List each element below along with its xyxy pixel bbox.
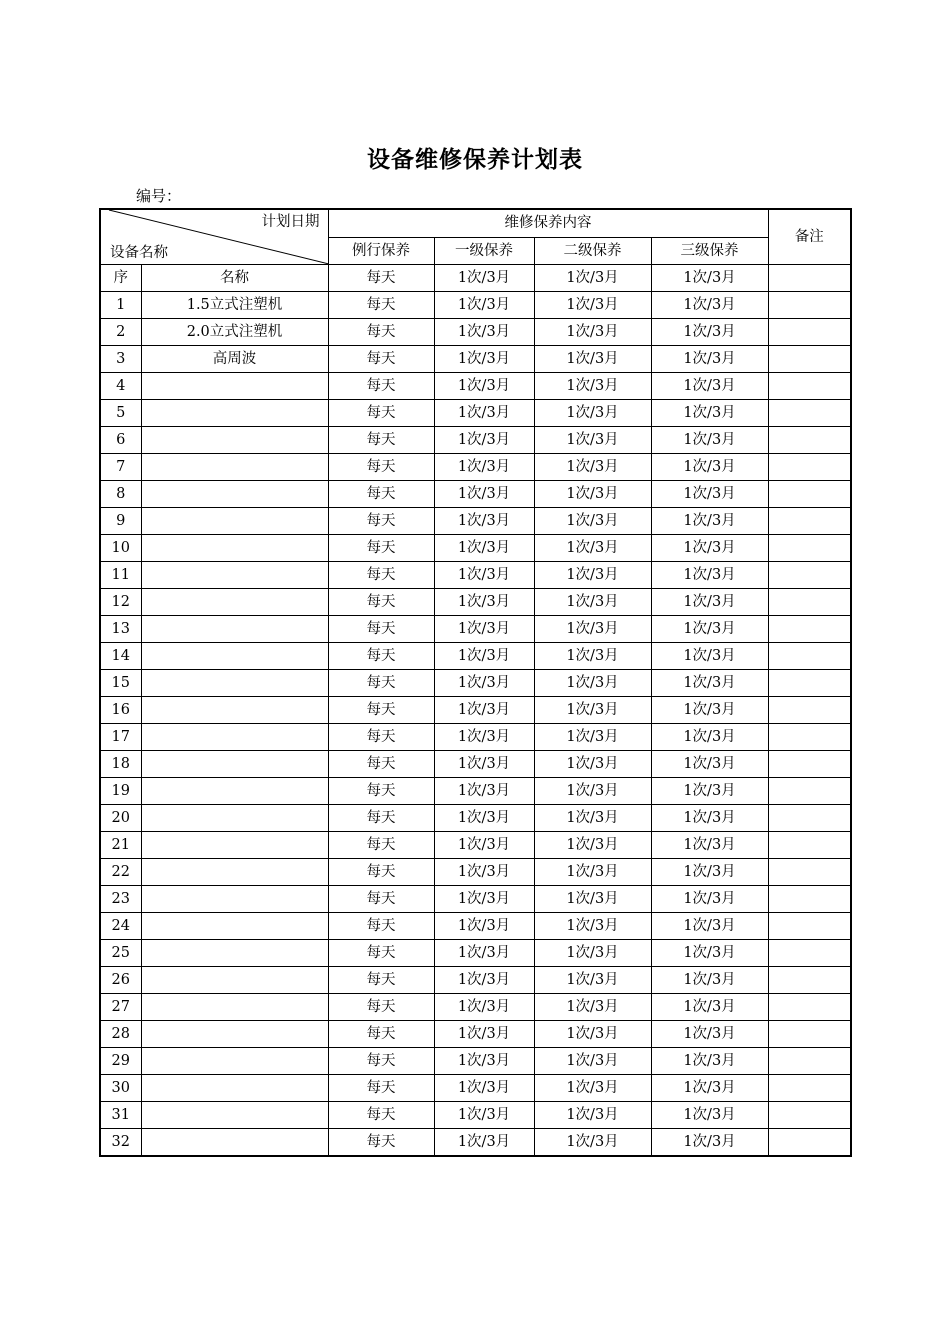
level2-maintenance-cell: 1次/3月 <box>534 319 651 346</box>
level3-maintenance-cell: 1次/3月 <box>651 886 768 913</box>
table-row <box>100 481 851 508</box>
equipment-name-cell <box>141 697 328 724</box>
equipment-name-cell <box>141 832 328 859</box>
equipment-name-cell <box>141 805 328 832</box>
level1-maintenance-cell: 1次/3月 <box>434 400 534 427</box>
row-number-cell: 28 <box>100 1021 141 1048</box>
table-row <box>100 832 851 859</box>
remark-cell <box>768 454 851 481</box>
level2-maintenance-cell: 1次/3月 <box>534 373 651 400</box>
level3-maintenance-cell: 1次/3月 <box>651 967 768 994</box>
level3-maintenance-cell: 1次/3月 <box>651 481 768 508</box>
row-number-cell: 32 <box>100 1129 141 1157</box>
row-number-cell: 20 <box>100 805 141 832</box>
row-number-cell: 11 <box>100 562 141 589</box>
row-number-cell: 14 <box>100 643 141 670</box>
row-number-cell: 1 <box>100 292 141 319</box>
name-header: 名称 <box>141 265 328 292</box>
level1-maintenance-cell: 1次/3月 <box>434 643 534 670</box>
level2-maintenance-cell: 1次/3月 <box>534 778 651 805</box>
table-row <box>100 751 851 778</box>
level2-maintenance-cell: 1次/3月 <box>534 643 651 670</box>
row-number-cell: 30 <box>100 1075 141 1102</box>
row-number-cell: 31 <box>100 1102 141 1129</box>
row-number-cell: 7 <box>100 454 141 481</box>
level1-maintenance-cell: 1次/3月 <box>434 913 534 940</box>
remark-cell <box>768 373 851 400</box>
level1-maintenance-cell: 1次/3月 <box>434 1048 534 1075</box>
table-row <box>100 589 851 616</box>
table-row <box>100 454 851 481</box>
table-row <box>100 616 851 643</box>
header-row-3 <box>100 265 851 292</box>
daily-frequency: 每天 <box>328 265 434 292</box>
level3-maintenance-header: 三级保养 <box>651 237 768 265</box>
routine-maintenance-cell: 每天 <box>328 805 434 832</box>
level2-maintenance-cell: 1次/3月 <box>534 1129 651 1157</box>
level1-maintenance-cell: 1次/3月 <box>434 697 534 724</box>
level1-maintenance-cell: 1次/3月 <box>434 832 534 859</box>
routine-maintenance-cell: 每天 <box>328 643 434 670</box>
code-label: 编号： <box>136 187 182 205</box>
level1-maintenance-cell: 1次/3月 <box>434 589 534 616</box>
level3-maintenance-cell: 1次/3月 <box>651 292 768 319</box>
level3-maintenance-cell: 1次/3月 <box>651 508 768 535</box>
table-row <box>100 535 851 562</box>
level3-maintenance-cell: 1次/3月 <box>651 1102 768 1129</box>
no-header: 序 <box>100 265 141 292</box>
row-number-cell: 23 <box>100 886 141 913</box>
level2-maintenance-cell: 1次/3月 <box>534 427 651 454</box>
level3-maintenance-cell: 1次/3月 <box>651 697 768 724</box>
routine-maintenance-cell: 每天 <box>328 400 434 427</box>
routine-maintenance-cell: 每天 <box>328 319 434 346</box>
level2-maintenance-cell: 1次/3月 <box>534 1048 651 1075</box>
level2-maintenance-header: 二级保养 <box>534 237 651 265</box>
level2-maintenance-cell: 1次/3月 <box>534 751 651 778</box>
routine-maintenance-cell: 每天 <box>328 1048 434 1075</box>
table-row <box>100 967 851 994</box>
remark-cell <box>768 400 851 427</box>
routine-maintenance-cell: 每天 <box>328 535 434 562</box>
equipment-name-cell <box>141 616 328 643</box>
level3-maintenance-cell: 1次/3月 <box>651 1021 768 1048</box>
routine-maintenance-cell: 每天 <box>328 481 434 508</box>
level3-maintenance-cell: 1次/3月 <box>651 319 768 346</box>
level2-maintenance-cell: 1次/3月 <box>534 508 651 535</box>
equipment-name-cell <box>141 724 328 751</box>
level3-maintenance-cell: 1次/3月 <box>651 643 768 670</box>
level1-maintenance-cell: 1次/3月 <box>434 886 534 913</box>
diagonal-header-cell <box>100 209 328 265</box>
level1-maintenance-cell: 1次/3月 <box>434 805 534 832</box>
table-row <box>100 778 851 805</box>
routine-maintenance-cell: 每天 <box>328 670 434 697</box>
remark-cell <box>768 832 851 859</box>
equipment-name-label: 设备名称 <box>110 245 168 261</box>
routine-maintenance-cell: 每天 <box>328 346 434 373</box>
level1-maintenance-cell: 1次/3月 <box>434 616 534 643</box>
level3-frequency: 1次/3月 <box>651 265 768 292</box>
table-row <box>100 913 851 940</box>
equipment-name-cell <box>141 508 328 535</box>
table-row <box>100 724 851 751</box>
level1-maintenance-cell: 1次/3月 <box>434 373 534 400</box>
equipment-name-cell <box>141 454 328 481</box>
level3-maintenance-cell: 1次/3月 <box>651 454 768 481</box>
remark-cell <box>768 1021 851 1048</box>
row-number-cell: 2 <box>100 319 141 346</box>
remark-cell <box>768 1102 851 1129</box>
level2-maintenance-cell: 1次/3月 <box>534 535 651 562</box>
table-row <box>100 319 851 346</box>
level2-maintenance-cell: 1次/3月 <box>534 994 651 1021</box>
equipment-name-cell <box>141 1048 328 1075</box>
routine-maintenance-cell: 每天 <box>328 454 434 481</box>
remark-cell <box>768 1048 851 1075</box>
row-number-cell: 5 <box>100 400 141 427</box>
routine-maintenance-cell: 每天 <box>328 616 434 643</box>
table-row <box>100 346 851 373</box>
table-row <box>100 859 851 886</box>
level2-maintenance-cell: 1次/3月 <box>534 1102 651 1129</box>
routine-maintenance-cell: 每天 <box>328 778 434 805</box>
remark-cell <box>768 589 851 616</box>
equipment-name-cell <box>141 373 328 400</box>
level1-frequency: 1次/3月 <box>434 265 534 292</box>
table-row <box>100 886 851 913</box>
remark-cell <box>768 616 851 643</box>
row-number-cell: 17 <box>100 724 141 751</box>
row-number-cell: 13 <box>100 616 141 643</box>
equipment-name-cell <box>141 751 328 778</box>
page-title: 设备维修保养计划表 <box>367 147 583 173</box>
level3-maintenance-cell: 1次/3月 <box>651 913 768 940</box>
table-row <box>100 940 851 967</box>
level1-maintenance-cell: 1次/3月 <box>434 1021 534 1048</box>
level3-maintenance-cell: 1次/3月 <box>651 562 768 589</box>
level1-maintenance-cell: 1次/3月 <box>434 859 534 886</box>
row-number-cell: 25 <box>100 940 141 967</box>
remark-cell <box>768 805 851 832</box>
remark-cell <box>768 859 851 886</box>
row-number-cell: 24 <box>100 913 141 940</box>
row-number-cell: 18 <box>100 751 141 778</box>
level3-maintenance-cell: 1次/3月 <box>651 859 768 886</box>
table-row <box>100 562 851 589</box>
remark-cell <box>768 670 851 697</box>
remark-cell <box>768 940 851 967</box>
level3-maintenance-cell: 1次/3月 <box>651 427 768 454</box>
remark-cell <box>768 319 851 346</box>
table-row <box>100 643 851 670</box>
level1-maintenance-cell: 1次/3月 <box>434 994 534 1021</box>
remark-cell <box>768 643 851 670</box>
table-row <box>100 1075 851 1102</box>
equipment-name-cell <box>141 913 328 940</box>
level1-maintenance-cell: 1次/3月 <box>434 292 534 319</box>
table-row <box>100 1048 851 1075</box>
routine-maintenance-cell: 每天 <box>328 589 434 616</box>
remark-cell <box>768 427 851 454</box>
table-row <box>100 697 851 724</box>
remark-cell <box>768 751 851 778</box>
level3-maintenance-cell: 1次/3月 <box>651 373 768 400</box>
equipment-name-cell <box>141 940 328 967</box>
routine-maintenance-header: 例行保养 <box>328 237 434 265</box>
table-row <box>100 292 851 319</box>
row-number-cell: 4 <box>100 373 141 400</box>
level1-maintenance-cell: 1次/3月 <box>434 427 534 454</box>
level2-maintenance-cell: 1次/3月 <box>534 589 651 616</box>
equipment-name-cell <box>141 778 328 805</box>
row-number-cell: 3 <box>100 346 141 373</box>
row-number-cell: 21 <box>100 832 141 859</box>
maintenance-plan-table <box>99 208 852 1157</box>
remark-cell <box>768 913 851 940</box>
routine-maintenance-cell: 每天 <box>328 940 434 967</box>
equipment-name-cell: 1.5立式注塑机 <box>141 292 328 319</box>
level1-maintenance-cell: 1次/3月 <box>434 319 534 346</box>
level3-maintenance-cell: 1次/3月 <box>651 724 768 751</box>
remarks-cell <box>768 265 851 292</box>
level3-maintenance-cell: 1次/3月 <box>651 994 768 1021</box>
equipment-name-cell <box>141 1075 328 1102</box>
level2-maintenance-cell: 1次/3月 <box>534 562 651 589</box>
table-row <box>100 373 851 400</box>
level1-maintenance-cell: 1次/3月 <box>434 346 534 373</box>
row-number-cell: 19 <box>100 778 141 805</box>
level2-maintenance-cell: 1次/3月 <box>534 832 651 859</box>
level3-maintenance-cell: 1次/3月 <box>651 346 768 373</box>
row-number-cell: 27 <box>100 994 141 1021</box>
level2-maintenance-cell: 1次/3月 <box>534 616 651 643</box>
table-row <box>100 400 851 427</box>
remark-cell <box>768 535 851 562</box>
remark-cell <box>768 967 851 994</box>
level3-maintenance-cell: 1次/3月 <box>651 778 768 805</box>
table-row <box>100 805 851 832</box>
level3-maintenance-cell: 1次/3月 <box>651 535 768 562</box>
routine-maintenance-cell: 每天 <box>328 994 434 1021</box>
level2-maintenance-cell: 1次/3月 <box>534 400 651 427</box>
level1-maintenance-cell: 1次/3月 <box>434 535 534 562</box>
remark-cell <box>768 697 851 724</box>
level2-maintenance-cell: 1次/3月 <box>534 805 651 832</box>
row-number-cell: 10 <box>100 535 141 562</box>
equipment-name-cell <box>141 1021 328 1048</box>
equipment-name-cell <box>141 562 328 589</box>
routine-maintenance-cell: 每天 <box>328 373 434 400</box>
level3-maintenance-cell: 1次/3月 <box>651 751 768 778</box>
routine-maintenance-cell: 每天 <box>328 427 434 454</box>
remark-cell <box>768 508 851 535</box>
table-row <box>100 427 851 454</box>
level2-maintenance-cell: 1次/3月 <box>534 913 651 940</box>
level1-maintenance-cell: 1次/3月 <box>434 481 534 508</box>
routine-maintenance-cell: 每天 <box>328 562 434 589</box>
row-number-cell: 26 <box>100 967 141 994</box>
level1-maintenance-cell: 1次/3月 <box>434 1102 534 1129</box>
level3-maintenance-cell: 1次/3月 <box>651 805 768 832</box>
remark-cell <box>768 292 851 319</box>
table-row <box>100 1021 851 1048</box>
level2-maintenance-cell: 1次/3月 <box>534 1021 651 1048</box>
level2-maintenance-cell: 1次/3月 <box>534 697 651 724</box>
level1-maintenance-cell: 1次/3月 <box>434 508 534 535</box>
remark-cell <box>768 778 851 805</box>
level2-maintenance-cell: 1次/3月 <box>534 940 651 967</box>
row-number-cell: 9 <box>100 508 141 535</box>
routine-maintenance-cell: 每天 <box>328 1102 434 1129</box>
plan-date-label: 计划日期 <box>261 214 320 230</box>
routine-maintenance-cell: 每天 <box>328 724 434 751</box>
routine-maintenance-cell: 每天 <box>328 832 434 859</box>
equipment-name-cell <box>141 400 328 427</box>
level1-maintenance-cell: 1次/3月 <box>434 1129 534 1157</box>
level1-maintenance-cell: 1次/3月 <box>434 454 534 481</box>
remark-cell <box>768 994 851 1021</box>
remark-cell <box>768 724 851 751</box>
level3-maintenance-cell: 1次/3月 <box>651 670 768 697</box>
remark-cell <box>768 562 851 589</box>
routine-maintenance-cell: 每天 <box>328 508 434 535</box>
level2-maintenance-cell: 1次/3月 <box>534 292 651 319</box>
level2-maintenance-cell: 1次/3月 <box>534 859 651 886</box>
routine-maintenance-cell: 每天 <box>328 1075 434 1102</box>
level1-maintenance-cell: 1次/3月 <box>434 967 534 994</box>
level2-maintenance-cell: 1次/3月 <box>534 886 651 913</box>
routine-maintenance-cell: 每天 <box>328 886 434 913</box>
level1-maintenance-cell: 1次/3月 <box>434 940 534 967</box>
level3-maintenance-cell: 1次/3月 <box>651 616 768 643</box>
routine-maintenance-cell: 每天 <box>328 697 434 724</box>
equipment-name-cell <box>141 886 328 913</box>
row-number-cell: 29 <box>100 1048 141 1075</box>
table-row <box>100 670 851 697</box>
level1-maintenance-cell: 1次/3月 <box>434 751 534 778</box>
table-row <box>100 508 851 535</box>
equipment-name-cell <box>141 994 328 1021</box>
equipment-name-cell <box>141 1129 328 1157</box>
table-row <box>100 1129 851 1157</box>
level2-maintenance-cell: 1次/3月 <box>534 1075 651 1102</box>
table-row <box>100 1102 851 1129</box>
level1-maintenance-cell: 1次/3月 <box>434 778 534 805</box>
level1-maintenance-header: 一级保养 <box>434 237 534 265</box>
equipment-name-cell <box>141 481 328 508</box>
level3-maintenance-cell: 1次/3月 <box>651 589 768 616</box>
table-row <box>100 994 851 1021</box>
routine-maintenance-cell: 每天 <box>328 967 434 994</box>
equipment-name-cell <box>141 1102 328 1129</box>
equipment-name-cell <box>141 535 328 562</box>
level2-maintenance-cell: 1次/3月 <box>534 481 651 508</box>
equipment-name-cell <box>141 967 328 994</box>
routine-maintenance-cell: 每天 <box>328 913 434 940</box>
equipment-name-cell <box>141 427 328 454</box>
level3-maintenance-cell: 1次/3月 <box>651 1075 768 1102</box>
level2-maintenance-cell: 1次/3月 <box>534 724 651 751</box>
routine-maintenance-cell: 每天 <box>328 859 434 886</box>
level1-maintenance-cell: 1次/3月 <box>434 562 534 589</box>
level3-maintenance-cell: 1次/3月 <box>651 1129 768 1157</box>
maintenance-content-header: 维修保养内容 <box>328 209 768 237</box>
level2-maintenance-cell: 1次/3月 <box>534 454 651 481</box>
level1-maintenance-cell: 1次/3月 <box>434 1075 534 1102</box>
equipment-name-cell <box>141 670 328 697</box>
level3-maintenance-cell: 1次/3月 <box>651 400 768 427</box>
remark-cell <box>768 1129 851 1157</box>
level1-maintenance-cell: 1次/3月 <box>434 724 534 751</box>
routine-maintenance-cell: 每天 <box>328 292 434 319</box>
level2-maintenance-cell: 1次/3月 <box>534 346 651 373</box>
remark-cell <box>768 346 851 373</box>
level3-maintenance-cell: 1次/3月 <box>651 940 768 967</box>
routine-maintenance-cell: 每天 <box>328 1129 434 1157</box>
level1-maintenance-cell: 1次/3月 <box>434 670 534 697</box>
equipment-name-cell <box>141 859 328 886</box>
row-number-cell: 15 <box>100 670 141 697</box>
remark-cell <box>768 1075 851 1102</box>
equipment-name-cell <box>141 589 328 616</box>
row-number-cell: 22 <box>100 859 141 886</box>
level3-maintenance-cell: 1次/3月 <box>651 832 768 859</box>
remark-cell <box>768 886 851 913</box>
remarks-header: 备注 <box>768 209 851 265</box>
equipment-name-cell: 2.0立式注塑机 <box>141 319 328 346</box>
level2-frequency: 1次/3月 <box>534 265 651 292</box>
routine-maintenance-cell: 每天 <box>328 1021 434 1048</box>
equipment-name-cell: 高周波 <box>141 346 328 373</box>
level2-maintenance-cell: 1次/3月 <box>534 967 651 994</box>
row-number-cell: 6 <box>100 427 141 454</box>
equipment-name-cell <box>141 643 328 670</box>
level2-maintenance-cell: 1次/3月 <box>534 670 651 697</box>
row-number-cell: 12 <box>100 589 141 616</box>
row-number-cell: 16 <box>100 697 141 724</box>
routine-maintenance-cell: 每天 <box>328 751 434 778</box>
level3-maintenance-cell: 1次/3月 <box>651 1048 768 1075</box>
row-number-cell: 8 <box>100 481 141 508</box>
remark-cell <box>768 481 851 508</box>
header-row-1 <box>100 209 851 237</box>
